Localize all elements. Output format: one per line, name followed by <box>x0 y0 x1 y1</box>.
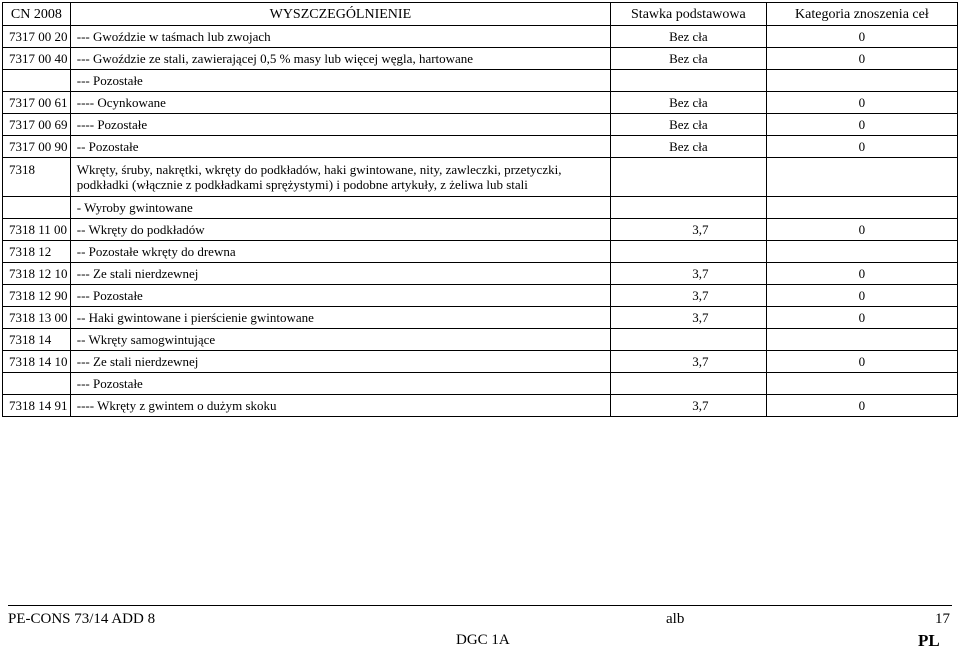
cell-cn-code: 7318 14 10 <box>3 351 71 373</box>
cell-staging-category <box>766 373 957 395</box>
cell-cn-code <box>3 197 71 219</box>
table-row <box>3 351 958 373</box>
table-row <box>3 373 958 395</box>
cell-staging-category: 0 <box>766 136 957 158</box>
cell-description: ---- Wkręty z gwintem o dużym skoku <box>70 395 610 417</box>
table-row <box>3 136 958 158</box>
cell-staging-category: 0 <box>766 219 957 241</box>
cell-staging-category: 0 <box>766 26 957 48</box>
cell-description: --- Pozostałe <box>70 373 610 395</box>
table-row <box>3 158 958 197</box>
cell-description: Wkręty, śruby, nakrętki, wkręty do podkładów, haki gwintowane, nity, zawleczki, przetyczki, podkładki (włącznie z podkładkami sprężystymi) i podobne artykuły, z żeliwa lub stali <box>70 158 610 197</box>
table-row <box>3 395 958 417</box>
cell-cn-code: 7318 14 91 <box>3 395 71 417</box>
header-base-rate: Stawka podstawowa <box>610 3 766 26</box>
cell-description: -- Pozostałe <box>70 136 610 158</box>
table-row <box>3 263 958 285</box>
cell-staging-category: 0 <box>766 114 957 136</box>
cell-base-rate: Bez cła <box>610 114 766 136</box>
cell-base-rate: 3,7 <box>610 307 766 329</box>
table-row <box>3 48 958 70</box>
cell-cn-code: 7317 00 40 <box>3 48 71 70</box>
cell-description: ---- Ocynkowane <box>70 92 610 114</box>
cell-staging-category: 0 <box>766 307 957 329</box>
table-row <box>3 92 958 114</box>
header-staging-category: Kategoria znoszenia ceł <box>766 3 957 26</box>
cell-cn-code: 7318 12 10 <box>3 263 71 285</box>
cell-description: - Wyroby gwintowane <box>70 197 610 219</box>
cell-staging-category: 0 <box>766 285 957 307</box>
cell-staging-category: 0 <box>766 263 957 285</box>
footer-department: DGC 1A <box>456 632 510 648</box>
table-row <box>3 70 958 92</box>
table-body <box>3 26 958 417</box>
footer-document-reference: PE-CONS 73/14 ADD 8 <box>8 611 156 627</box>
cell-base-rate: 3,7 <box>610 395 766 417</box>
table-row <box>3 114 958 136</box>
cell-staging-category <box>766 329 957 351</box>
table-row <box>3 241 958 263</box>
cell-base-rate: 3,7 <box>610 285 766 307</box>
cell-base-rate: Bez cła <box>610 92 766 114</box>
cell-description: --- Pozostałe <box>70 70 610 92</box>
cell-base-rate: 3,7 <box>610 351 766 373</box>
footer-language: PL <box>918 631 940 650</box>
cell-staging-category: 0 <box>766 395 957 417</box>
cell-base-rate: 3,7 <box>610 263 766 285</box>
cell-description: -- Haki gwintowane i pierścienie gwintowane <box>70 307 610 329</box>
cell-base-rate: Bez cła <box>610 136 766 158</box>
cell-staging-category: 0 <box>766 92 957 114</box>
cell-base-rate <box>610 373 766 395</box>
cell-description: -- Wkręty do podkładów <box>70 219 610 241</box>
table-row <box>3 307 958 329</box>
cell-description: --- Pozostałe <box>70 285 610 307</box>
cell-description: -- Pozostałe wkręty do drewna <box>70 241 610 263</box>
cell-cn-code: 7317 00 69 <box>3 114 71 136</box>
table-row <box>3 219 958 241</box>
cell-base-rate <box>610 329 766 351</box>
cell-cn-code: 7318 12 <box>3 241 71 263</box>
cell-base-rate <box>610 241 766 263</box>
cell-description: --- Ze stali nierdzewnej <box>70 351 610 373</box>
footer-divider <box>8 605 952 606</box>
cell-cn-code: 7318 13 00 <box>3 307 71 329</box>
cell-base-rate: Bez cła <box>610 48 766 70</box>
cell-cn-code: 7318 11 00 <box>3 219 71 241</box>
cell-cn-code: 7318 <box>3 158 71 197</box>
cell-description: --- Ze stali nierdzewnej <box>70 263 610 285</box>
cell-description: -- Wkręty samogwintujące <box>70 329 610 351</box>
cell-description: --- Gwoździe w taśmach lub zwojach <box>70 26 610 48</box>
footer-initials: alb <box>666 611 685 627</box>
cell-staging-category <box>766 241 957 263</box>
cell-description: --- Gwoździe ze stali, zawierającej 0,5 % masy lub więcej węgla, hartowane <box>70 48 610 70</box>
table-row <box>3 285 958 307</box>
cell-cn-code: 7317 00 90 <box>3 136 71 158</box>
cell-staging-category <box>766 158 957 197</box>
footer-page-number: 17 <box>935 611 950 627</box>
cell-staging-category <box>766 70 957 92</box>
cell-base-rate <box>610 197 766 219</box>
cell-base-rate: 3,7 <box>610 219 766 241</box>
cell-cn-code: 7317 00 61 <box>3 92 71 114</box>
table-row <box>3 197 958 219</box>
table-row <box>3 26 958 48</box>
cell-cn-code: 7318 12 90 <box>3 285 71 307</box>
table-header-row <box>3 3 958 26</box>
cell-cn-code <box>3 70 71 92</box>
cell-description: ---- Pozostałe <box>70 114 610 136</box>
cell-cn-code: 7317 00 20 <box>3 26 71 48</box>
cell-cn-code <box>3 373 71 395</box>
header-description: WYSZCZEGÓLNIENIE <box>70 3 610 26</box>
cell-base-rate: Bez cła <box>610 26 766 48</box>
cell-staging-category: 0 <box>766 48 957 70</box>
cell-staging-category: 0 <box>766 351 957 373</box>
cell-base-rate <box>610 158 766 197</box>
table-row <box>3 329 958 351</box>
cell-base-rate <box>610 70 766 92</box>
cell-staging-category <box>766 197 957 219</box>
cell-cn-code: 7318 14 <box>3 329 71 351</box>
header-cn-code: CN 2008 <box>3 3 71 26</box>
tariff-table <box>2 2 958 417</box>
